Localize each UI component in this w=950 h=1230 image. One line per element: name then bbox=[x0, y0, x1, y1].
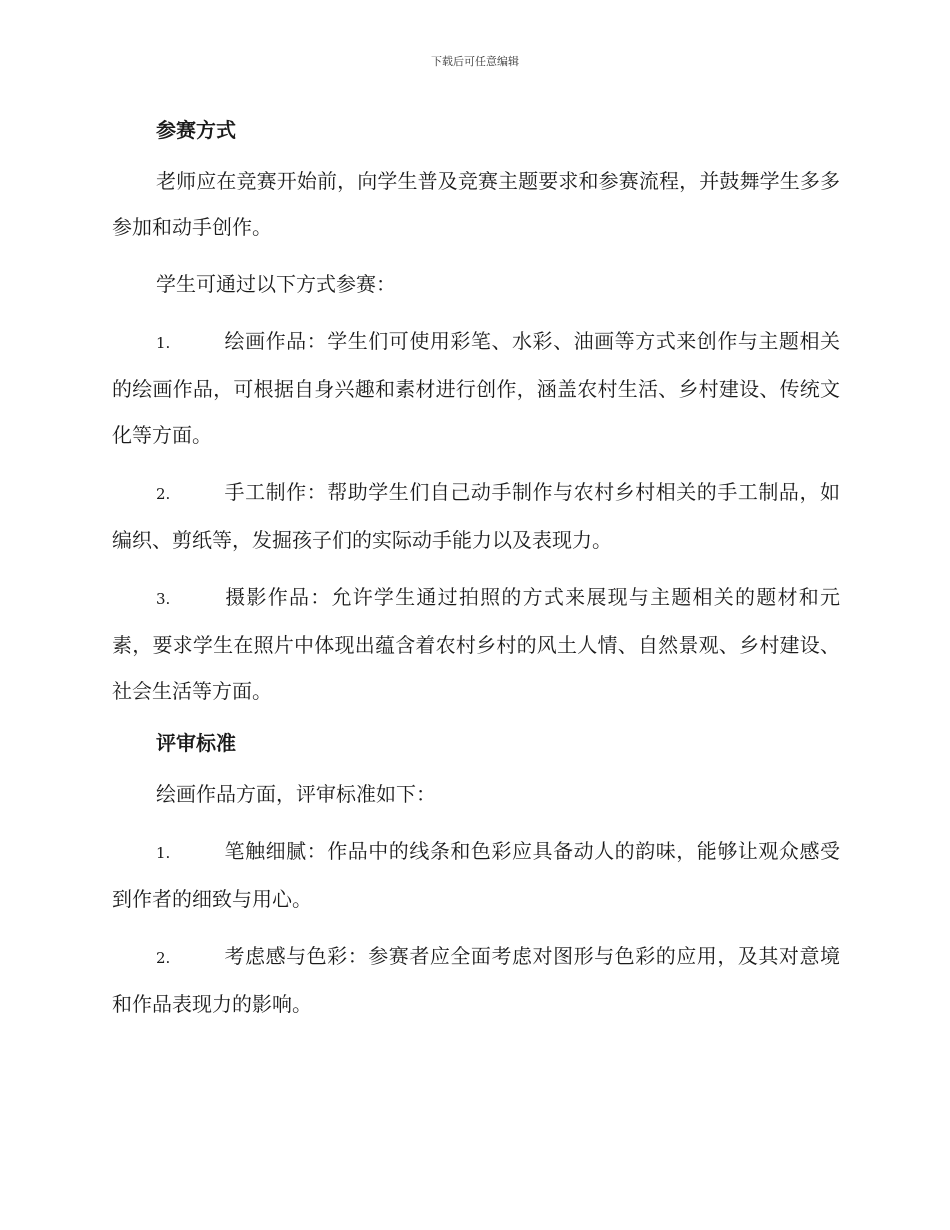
list-item-text: 笔触细腻：作品中的线条和色彩应具备动人的韵味，能够让观众感受到作者的细致与用心。 bbox=[112, 839, 840, 911]
list-item bbox=[112, 828, 840, 922]
list-number: 1. bbox=[156, 334, 171, 352]
list-number: 2. bbox=[156, 485, 171, 503]
page-header: 下载后可任意编辑 bbox=[431, 55, 519, 68]
list-item bbox=[112, 469, 840, 563]
list-item bbox=[112, 318, 840, 458]
section-heading-judging-criteria: 评审标准 bbox=[156, 731, 236, 755]
list-item-text: 考虑感与色彩：参赛者应全面考虑对图形与色彩的应用，及其对意境和作品表现力的影响。 bbox=[112, 944, 840, 1016]
list-number: 2. bbox=[156, 949, 171, 967]
list-item bbox=[112, 574, 840, 714]
paragraph-judging-intro: 绘画作品方面，评审标准如下： bbox=[156, 782, 436, 806]
paragraph-teacher-guidance: 老师应在竞赛开始前，向学生普及竞赛主题要求和参赛流程，并鼓舞学生多多参加和动手创作。 bbox=[112, 169, 840, 239]
section-heading-entry-method: 参赛方式 bbox=[156, 118, 236, 142]
list-item-text: 绘画作品：学生们可使用彩笔、水彩、油画等方式来创作与主题相关的绘画作品，可根据自身兴趣和素材进行创作，涵盖农村生活、乡村建设、传统文化等方面。 bbox=[112, 329, 840, 447]
paragraph-entry-intro: 学生可通过以下方式参赛： bbox=[156, 272, 396, 296]
document-body bbox=[112, 112, 840, 1038]
list-number: 3. bbox=[156, 590, 171, 608]
list-item-text: 摄影作品：允许学生通过拍照的方式来展现与主题相关的题材和元素，要求学生在照片中体现出蕴含着农村乡村的风土人情、自然景观、乡村建设、社会生活等方面。 bbox=[112, 585, 840, 703]
list-item bbox=[112, 933, 840, 1027]
list-number: 1. bbox=[156, 844, 171, 862]
list-item-text: 手工制作：帮助学生们自己动手制作与农村乡村相关的手工制品，如编织、剪纸等，发掘孩子们的实际动手能力以及表现力。 bbox=[112, 480, 840, 552]
